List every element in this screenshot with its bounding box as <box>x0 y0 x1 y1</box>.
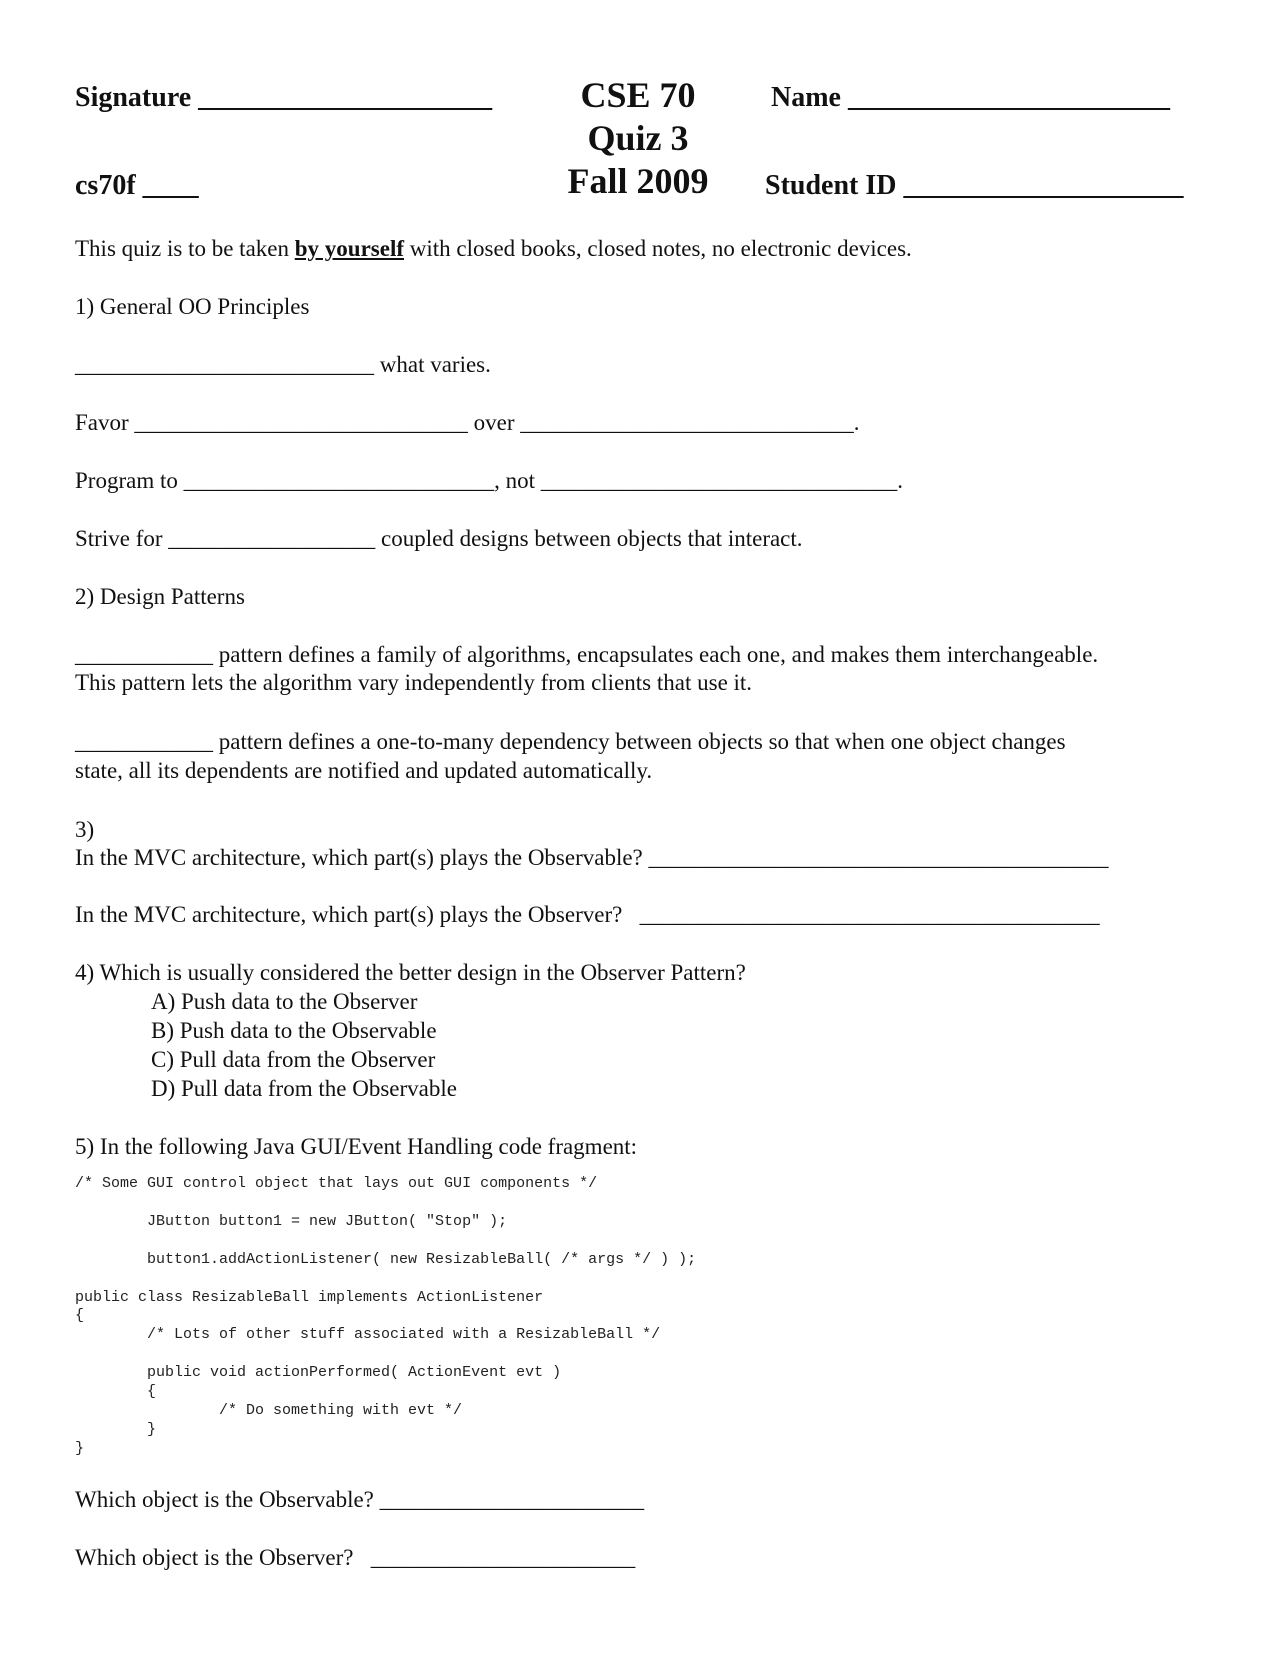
quiz-title: Quiz 3 <box>587 118 689 158</box>
code-line: /* Lots of other stuff associated with a ResizableBall */ <box>75 1326 661 1343</box>
account-field: cs70f ____ <box>75 170 199 201</box>
q2-pattern2-line1: ____________ pattern defines a one-to-many dependency between objects so that when one object changes <box>75 729 1066 754</box>
code-line: { <box>75 1307 85 1324</box>
code-line: public void actionPerformed( ActionEvent evt ) <box>75 1364 562 1381</box>
q5-observer-question: Which object is the Observer? _______________________ <box>75 1545 636 1570</box>
q2-pattern1-line1: ____________ pattern defines a family of algorithms, encapsulates each one, and makes them interchangeable. <box>75 642 1099 667</box>
signature-field: Signature _____________________ <box>75 82 493 113</box>
q5-observable-question: Which object is the Observable? _______________________ <box>75 1487 645 1512</box>
q4-option: A) Push data to the Observer <box>151 989 418 1014</box>
q1-line: Strive for __________________ coupled designs between objects that interact. <box>75 526 803 551</box>
instructions-after: with closed books, closed notes, no electronic devices. <box>404 236 912 261</box>
q3-observer-question: In the MVC architecture, which part(s) plays the Observer? ________________________________________ <box>75 902 1100 927</box>
q2-pattern2-line2: state, all its dependents are notified and updated automatically. <box>75 758 653 783</box>
q5-heading: 5) In the following Java GUI/Event Handling code fragment: <box>75 1134 638 1159</box>
code-line: { <box>75 1383 157 1400</box>
course-title: CSE 70 <box>580 75 696 115</box>
q2-pattern1-line2: This pattern lets the algorithm vary independently from clients that use it. <box>75 670 753 695</box>
code-line: /* Some GUI control object that lays out GUI components */ <box>75 1175 598 1192</box>
q3-heading: 3) <box>75 817 95 842</box>
name-field: Name _______________________ <box>771 82 1170 113</box>
q4-option: B) Push data to the Observable <box>151 1018 437 1043</box>
term-title: Fall 2009 <box>567 161 709 201</box>
code-line: button1.addActionListener( new ResizableBall( /* args */ ) ); <box>75 1251 697 1268</box>
q1-heading: 1) General OO Principles <box>75 294 310 319</box>
q4-option: C) Pull data from the Observer <box>151 1047 436 1072</box>
code-line: } <box>75 1421 157 1438</box>
code-line: JButton button1 = new JButton( "Stop" ); <box>75 1213 508 1230</box>
student-id-field: Student ID ____________________ <box>765 170 1184 201</box>
instructions <box>75 234 912 263</box>
code-line: /* Do something with evt */ <box>75 1402 463 1419</box>
q1-line: Program to ___________________________, not _______________________________. <box>75 468 903 493</box>
instructions-before: This quiz is to be taken <box>75 236 295 261</box>
q1-line: Favor _____________________________ over _____________________________. <box>75 410 860 435</box>
q3-observable-question: In the MVC architecture, which part(s) plays the Observable? ________________________________________ <box>75 845 1109 870</box>
q1-line: __________________________ what varies. <box>75 352 491 377</box>
q4-heading: 4) Which is usually considered the better design in the Observer Pattern? <box>75 960 746 985</box>
code-line: public class ResizableBall implements ActionListener <box>75 1289 544 1306</box>
instructions-emphasis: by yourself <box>294 236 404 261</box>
code-line: } <box>75 1440 85 1457</box>
q4-option: D) Pull data from the Observable <box>151 1076 457 1101</box>
q2-heading: 2) Design Patterns <box>75 584 245 609</box>
